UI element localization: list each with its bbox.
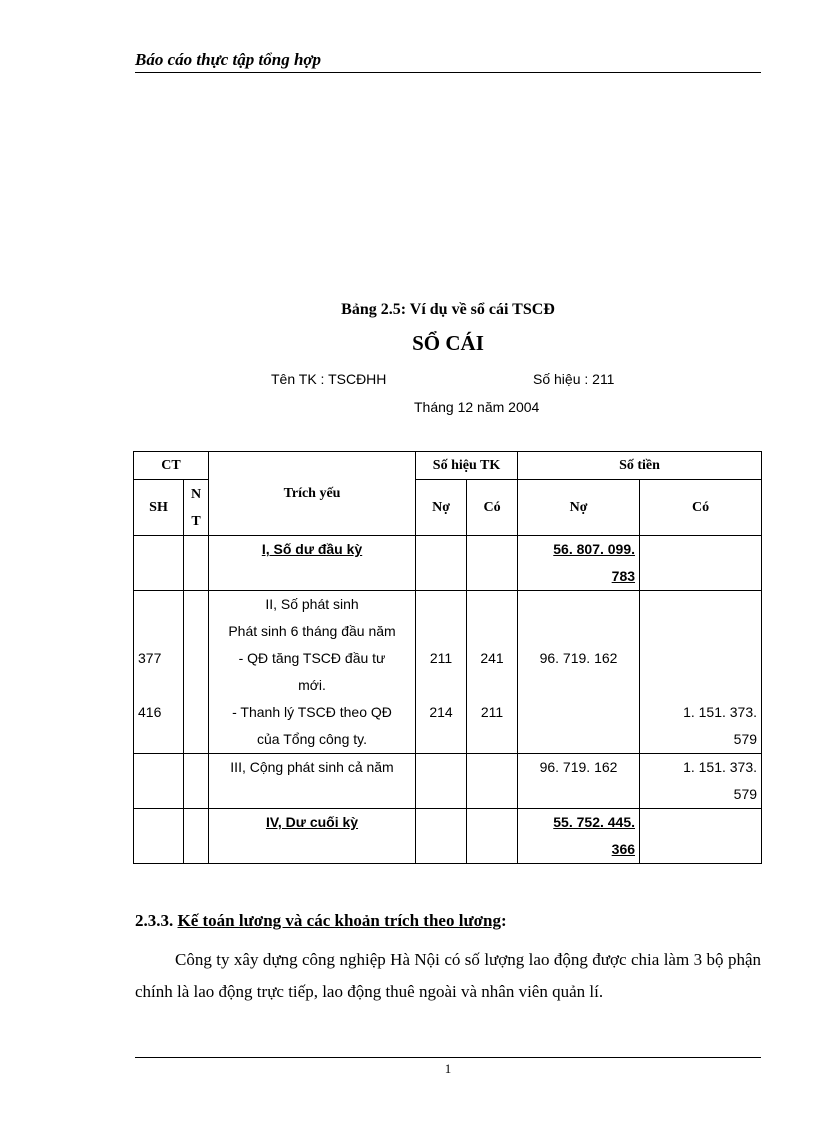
table-row-closing — [134, 809, 762, 864]
row2-desc-1: - Thanh lý TSCĐ theo QĐ — [232, 704, 392, 720]
paragraph-text: Công ty xây dựng công nghiệp Hà Nội có số lượng lao động được chia làm 3 bộ phận chính là lao động trực tiếp, lao động thuê ngoài và nhân viên quản lí. — [135, 950, 761, 1001]
row2-credit-2: 579 — [733, 731, 758, 747]
ledger-title: SỔ CÁI — [412, 331, 484, 355]
ledger-table — [133, 451, 762, 864]
header-tien-no: Nợ — [518, 480, 640, 536]
total-credit-1: 1. 151. 373. — [683, 759, 758, 775]
closing-debit-1: 55. 752. 445. — [553, 814, 636, 830]
row1-debit: 96. 719. 162 — [539, 650, 618, 666]
section-heading — [135, 911, 507, 931]
row1-tk-co: 241 — [480, 650, 504, 666]
closing-desc: IV, Dư cuối kỳ — [265, 814, 359, 830]
header-row-1 — [134, 452, 762, 480]
page-header — [135, 50, 761, 73]
table-row-arising — [134, 591, 762, 754]
row2-sh: 416 — [138, 704, 162, 720]
section-colon: : — [501, 911, 507, 930]
header-title: Báo cáo thực tập tổng hợp — [135, 50, 322, 69]
header-so-hieu-tk: Số hiệu TK — [416, 452, 518, 480]
arising-title: II, Số phát sinh — [265, 596, 359, 612]
table-caption: Bảng 2.5: Ví dụ về sổ cái TSCĐ — [341, 301, 555, 318]
table-row-total — [134, 754, 762, 809]
row1-tk-no: 211 — [429, 650, 453, 666]
header-so-tien: Số tiền — [518, 452, 762, 480]
opening-debit-1: 56. 807. 099. — [553, 541, 636, 557]
row2-credit-1: 1. 151. 373. — [683, 704, 758, 720]
header-tk-co: Có — [467, 480, 518, 536]
header-sh: SH — [134, 480, 184, 536]
row2-desc-2: của Tổng công ty. — [257, 731, 368, 747]
period: Tháng 12 năm 2004 — [414, 399, 540, 415]
section-title: Kế toán lương và các khoản trích theo lương — [177, 911, 502, 930]
row2-tk-co: 211 — [480, 704, 504, 720]
opening-desc: I, Số dư đầu kỳ — [261, 541, 363, 557]
header-trich-yeu: Trích yếu — [209, 452, 416, 536]
row1-sh: 377 — [138, 650, 162, 666]
row2-tk-no: 214 — [429, 704, 453, 720]
total-desc: III, Cộng phát sinh cả năm — [230, 759, 394, 775]
arising-subtitle: Phát sinh 6 tháng đầu năm — [228, 623, 396, 639]
header-nt: N T — [184, 480, 209, 536]
footer-divider — [135, 1057, 761, 1058]
body-paragraph — [135, 944, 761, 1008]
header-tien-co: Có — [640, 480, 762, 536]
closing-debit-2: 366 — [611, 841, 636, 857]
page-number: 1 — [444, 1061, 452, 1076]
header-ct: CT — [134, 452, 209, 480]
section-number: 2.3.3. — [135, 911, 174, 930]
account-code: Số hiệu : 211 — [533, 371, 615, 387]
total-debit: 96. 719. 162 — [539, 759, 618, 775]
account-name: Tên TK : TSCĐHH — [271, 371, 387, 387]
row1-desc-1: - QĐ tăng TSCĐ đầu tư — [238, 650, 386, 666]
row1-desc-2: mới. — [298, 677, 326, 693]
table-row-opening — [134, 536, 762, 591]
opening-debit-2: 783 — [611, 568, 636, 584]
total-credit-2: 579 — [733, 786, 758, 802]
header-tk-no: Nợ — [416, 480, 467, 536]
